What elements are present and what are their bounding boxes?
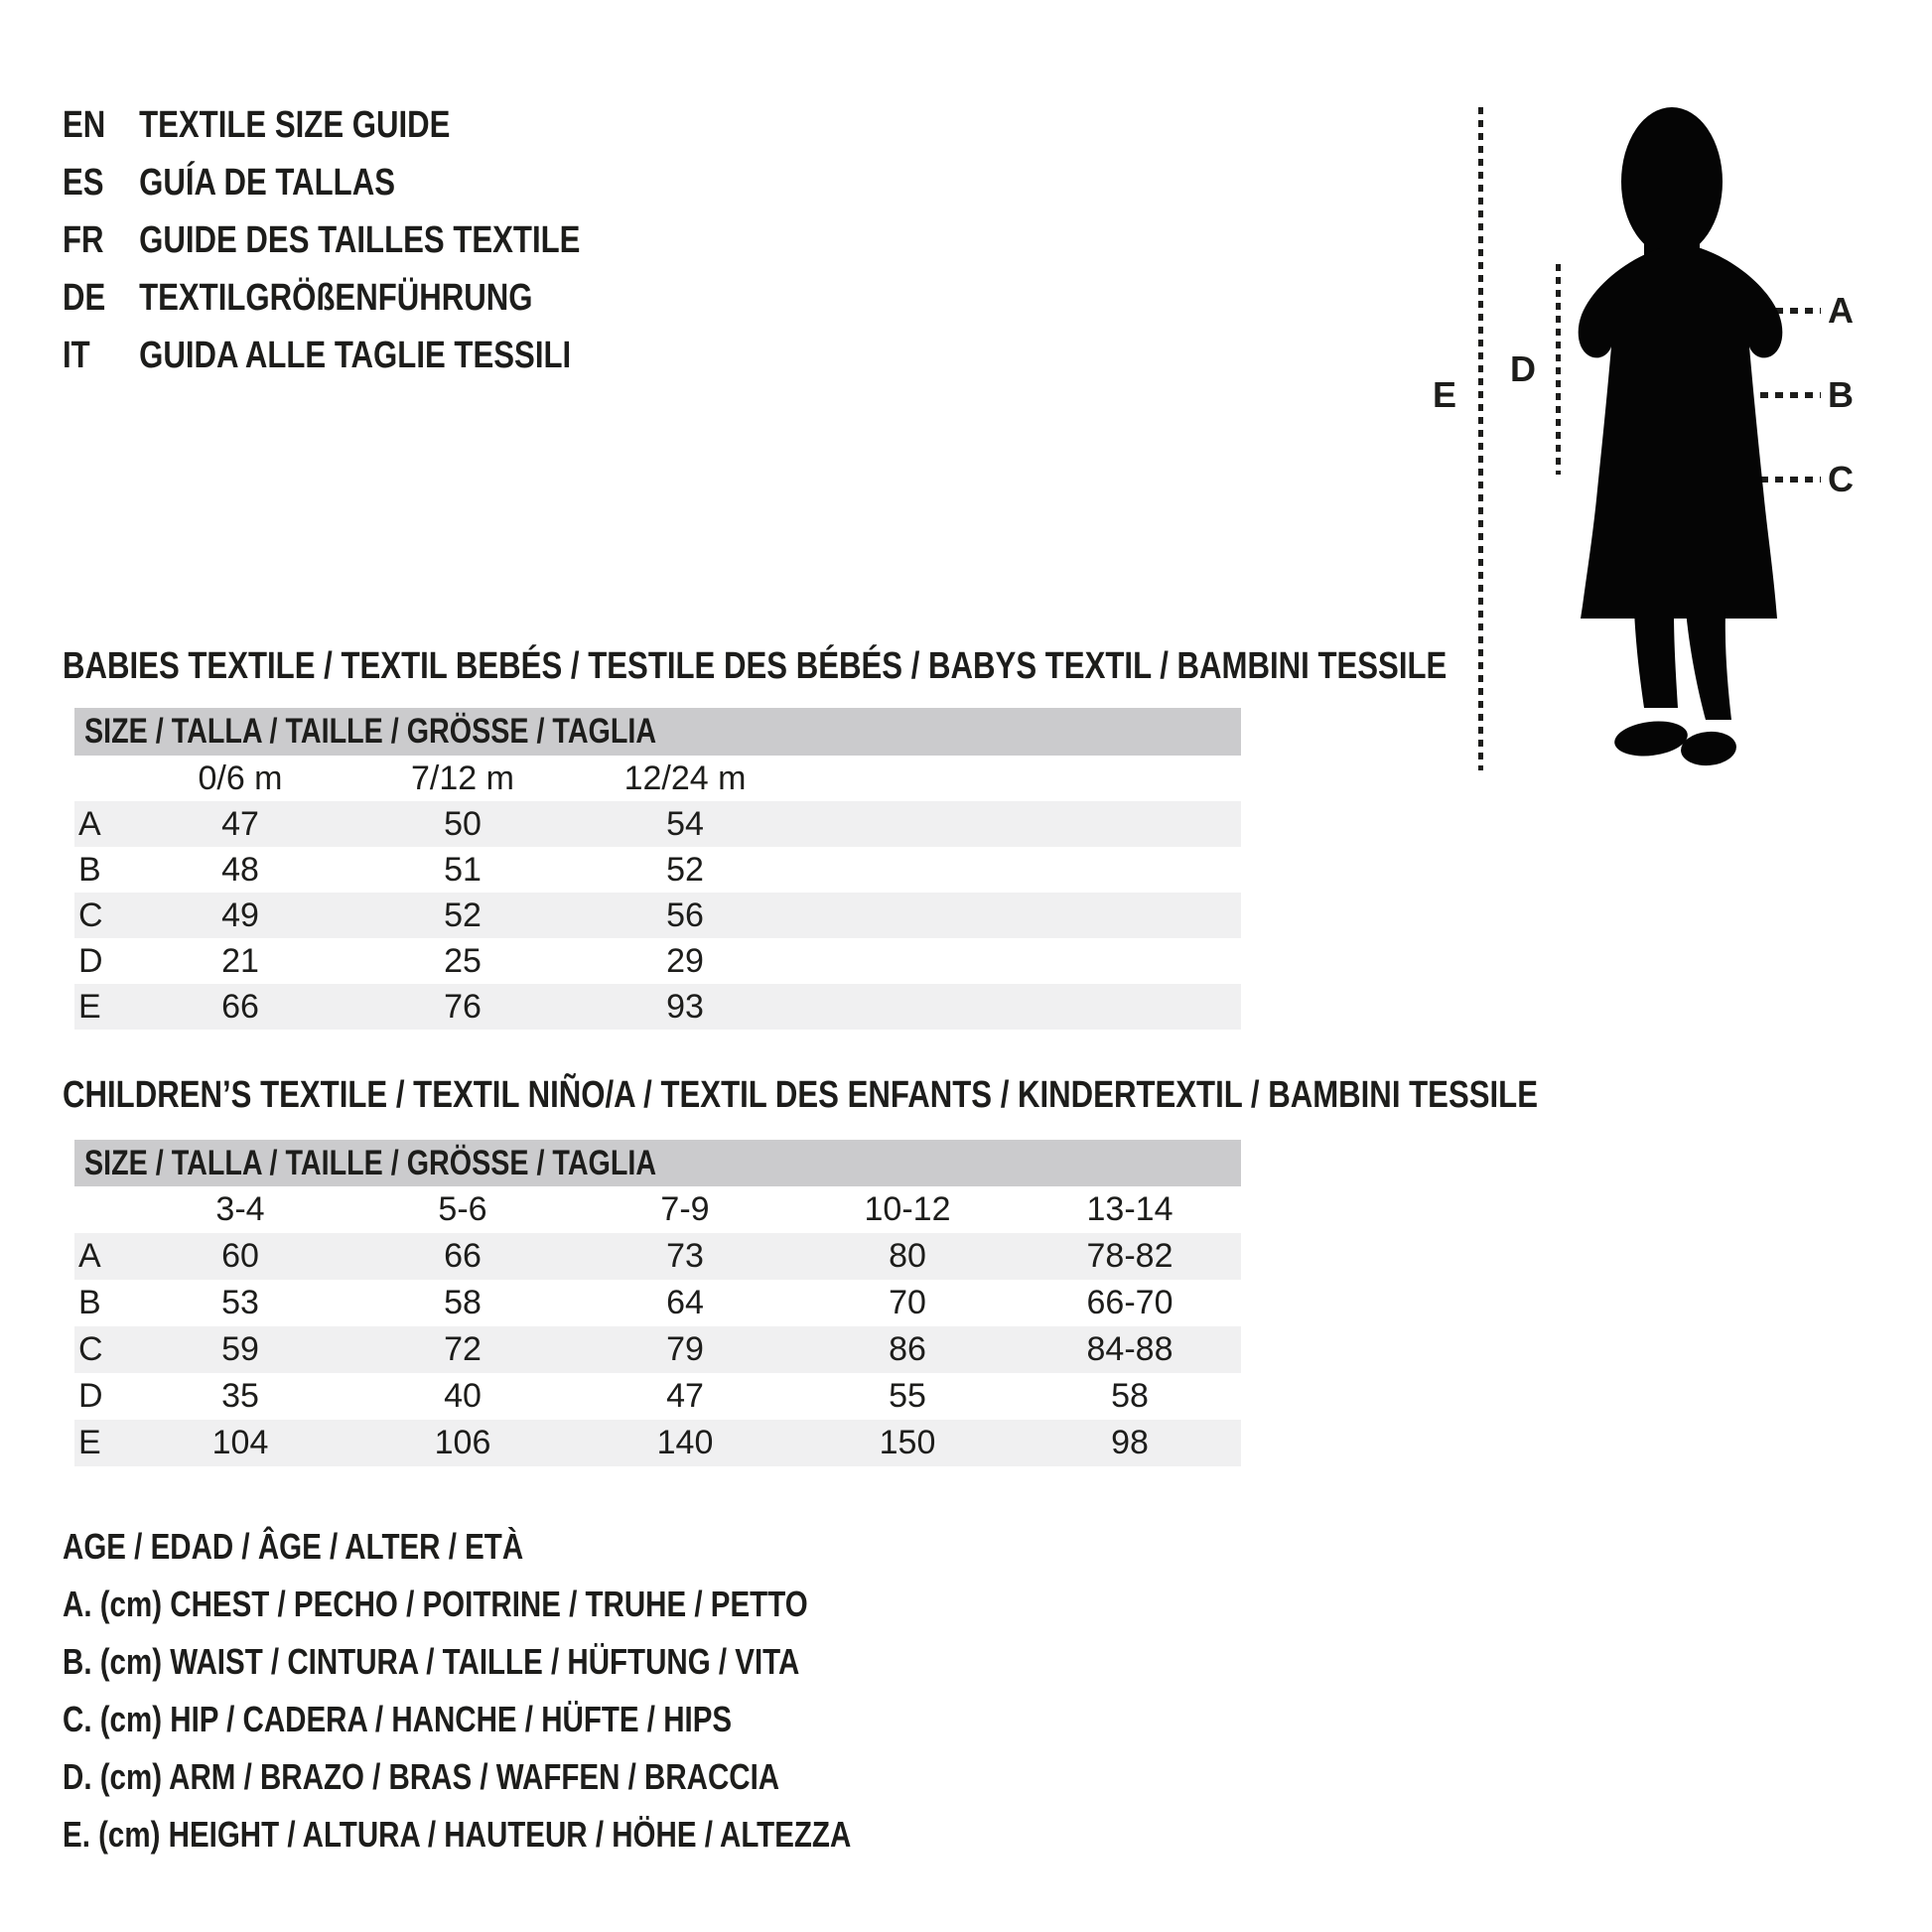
legend [63, 1518, 1025, 1863]
legend-line: B. (cm) WAIST / CINTURA / TAILLE / HÜFTUNG / VITA [63, 1641, 800, 1682]
babies-size-header-bar [74, 708, 1241, 756]
measure-label-b: B [1828, 374, 1854, 415]
cell-value: 106 [434, 1424, 491, 1461]
table-column-header-row [74, 1186, 1241, 1233]
cell-value: 140 [656, 1424, 714, 1461]
language-title: TEXTILE SIZE GUIDE [139, 104, 451, 146]
cell-value: 51 [444, 850, 482, 889]
cell-value: 78-82 [1086, 1237, 1173, 1275]
row-label: D [78, 941, 103, 980]
language-code: IT [63, 335, 90, 376]
row-label: C [78, 896, 103, 934]
cell-value: 80 [889, 1237, 926, 1275]
legend-line: C. (cm) HIP / CADERA / HANCHE / HÜFTE / HIPS [63, 1699, 733, 1739]
row-label: C [78, 1330, 103, 1368]
children-size-header-label: SIZE / TALLA / TAILLE / GRÖSSE / TAGLIA [84, 1143, 657, 1182]
language-row [63, 154, 580, 211]
cell-value: 84-88 [1086, 1330, 1173, 1368]
cell-value: 40 [444, 1377, 482, 1415]
table-row [74, 1420, 1241, 1466]
row-label: D [78, 1377, 103, 1415]
cell-value: 50 [444, 804, 482, 843]
language-title: TEXTILGRÖßENFÜHRUNG [139, 277, 533, 319]
table-row [74, 938, 1241, 984]
table-row [74, 1373, 1241, 1420]
cell-value: 104 [211, 1424, 269, 1461]
cell-value: 72 [444, 1330, 482, 1368]
children-section-title: CHILDREN’S TEXTILE / TEXTIL NIÑO/A / TEXTIL DES ENFANTS / KINDERTEXTIL / BAMBINI TESSILE [63, 1074, 1538, 1116]
cell-value: 98 [1111, 1424, 1149, 1461]
children-size-table [74, 1186, 1241, 1466]
cell-value: 21 [221, 941, 259, 980]
arm-dotted-line-d [1556, 264, 1561, 475]
table-column-header-row [74, 756, 1241, 801]
cell-value: 48 [221, 850, 259, 889]
measure-label-d: D [1510, 348, 1536, 389]
cell-value: 64 [666, 1284, 704, 1321]
cell-value: 47 [666, 1377, 704, 1415]
table-row [74, 1233, 1241, 1280]
cell-value: 60 [221, 1237, 259, 1275]
row-label: B [78, 850, 101, 889]
babies-size-header-label: SIZE / TALLA / TAILLE / GRÖSSE / TAGLIA [84, 712, 657, 751]
child-silhouette [1569, 94, 1827, 779]
row-label: B [78, 1284, 101, 1321]
cell-value: 54 [666, 804, 704, 843]
language-row [63, 96, 580, 154]
column-header: 7-9 [660, 1190, 710, 1228]
column-header: 10-12 [864, 1190, 951, 1228]
measure-label-a: A [1828, 290, 1854, 331]
cell-value: 35 [221, 1377, 259, 1415]
row-label: A [78, 1237, 101, 1275]
column-header: 13-14 [1086, 1190, 1173, 1228]
language-code: FR [63, 219, 104, 261]
cell-value: 56 [666, 896, 704, 934]
table-row [74, 984, 1241, 1030]
table-row [74, 847, 1241, 893]
language-code: DE [63, 277, 106, 319]
cell-value: 66 [221, 987, 259, 1026]
measure-label-c: C [1828, 459, 1854, 499]
cell-value: 47 [221, 804, 259, 843]
cell-value: 53 [221, 1284, 259, 1321]
language-title: GUÍA DE TALLAS [139, 162, 396, 204]
cell-value: 76 [444, 987, 482, 1026]
column-header: 7/12 m [411, 759, 514, 797]
silhouette-left-leg [1634, 611, 1678, 708]
legend-line: AGE / EDAD / ÂGE / ALTER / ETÀ [63, 1526, 524, 1567]
cell-value: 93 [666, 987, 704, 1026]
cell-value: 25 [444, 941, 482, 980]
table-row [74, 1326, 1241, 1373]
children-size-header-bar [74, 1140, 1241, 1186]
babies-size-table [74, 756, 1241, 1030]
cell-value: 86 [889, 1330, 926, 1368]
language-code: EN [63, 104, 106, 146]
silhouette-torso [1579, 248, 1783, 619]
cell-value: 29 [666, 941, 704, 980]
language-row [63, 211, 580, 269]
table-row [74, 1280, 1241, 1326]
legend-line: D. (cm) ARM / BRAZO / BRAS / WAFFEN / BRACCIA [63, 1756, 780, 1797]
column-header: 3-4 [215, 1190, 265, 1228]
cell-value: 150 [879, 1424, 936, 1461]
cell-value: 73 [666, 1237, 704, 1275]
column-header: 12/24 m [623, 759, 747, 797]
language-list [63, 96, 694, 384]
measure-label-e: E [1432, 374, 1456, 415]
table-row [74, 893, 1241, 938]
cell-value: 66 [444, 1237, 482, 1275]
legend-line: A. (cm) CHEST / PECHO / POITRINE / TRUHE / PETTO [63, 1584, 808, 1624]
row-label: E [78, 987, 101, 1026]
cell-value: 52 [666, 850, 704, 889]
cell-value: 79 [666, 1330, 704, 1368]
row-label: A [78, 804, 101, 843]
babies-section-title: BABIES TEXTILE / TEXTIL BEBÉS / TESTILE DES BÉBÉS / BABYS TEXTIL / BAMBINI TESSILE [63, 645, 1448, 687]
language-row [63, 269, 580, 327]
legend-line: E. (cm) HEIGHT / ALTURA / HAUTEUR / HÖHE / ALTEZZA [63, 1814, 852, 1855]
cell-value: 49 [221, 896, 259, 934]
column-header: 5-6 [438, 1190, 487, 1228]
silhouette-right-shoe [1680, 730, 1738, 768]
cell-value: 59 [221, 1330, 259, 1368]
cell-value: 70 [889, 1284, 926, 1321]
silhouette-right-leg [1686, 611, 1731, 720]
cell-value: 66-70 [1086, 1284, 1173, 1321]
silhouette-left-shoe [1612, 718, 1690, 760]
cell-value: 55 [889, 1377, 926, 1415]
height-dotted-line-e [1478, 107, 1483, 770]
language-title: GUIDE DES TAILLES TEXTILE [139, 219, 581, 261]
language-code: ES [63, 162, 104, 204]
column-header: 0/6 m [198, 759, 283, 797]
cell-value: 58 [444, 1284, 482, 1321]
row-label: E [78, 1424, 101, 1461]
cell-value: 52 [444, 896, 482, 934]
language-row [63, 327, 580, 384]
table-row [74, 801, 1241, 847]
cell-value: 58 [1111, 1377, 1149, 1415]
language-title: GUIDA ALLE TAGLIE TESSILI [139, 335, 572, 376]
